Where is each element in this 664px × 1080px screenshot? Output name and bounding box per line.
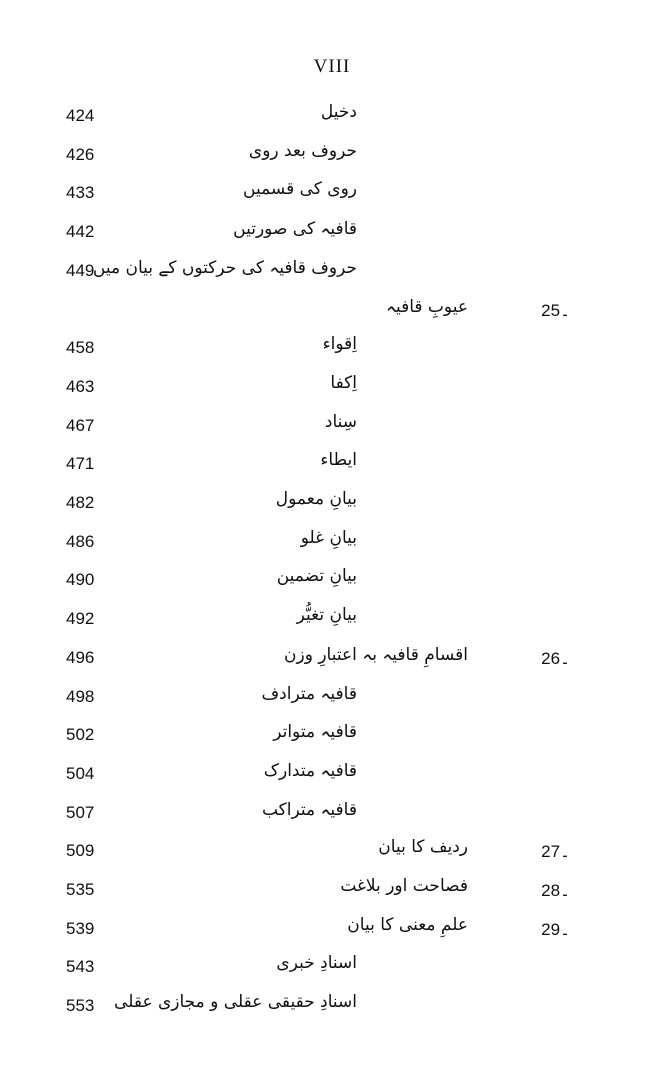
toc-row [0, 566, 664, 600]
page-number: 426 [66, 144, 95, 164]
toc-row [0, 915, 664, 949]
toc-row [0, 721, 664, 755]
entry-title: قافیہ کی صورتیں [233, 219, 357, 240]
entry-title: حروف بعد روی [248, 140, 357, 161]
section-number: 26۔ [541, 648, 570, 668]
toc-row [0, 102, 664, 136]
section-number: 27۔ [541, 842, 570, 862]
section-title: فصاحت اور بلاغت [340, 876, 468, 896]
entry-title: حروف قافیہ کی حرکتوں کے بیان میں [92, 257, 357, 278]
page-header-roman-numeral: VIII [313, 56, 351, 77]
toc-row [0, 334, 664, 368]
toc-row [0, 683, 664, 717]
toc-row [0, 876, 664, 910]
page-number: 449 [66, 260, 95, 280]
toc-row [0, 799, 664, 833]
toc-row [0, 257, 664, 291]
entry-title: قافیہ متدارک [263, 760, 357, 781]
page-number: 507 [66, 802, 95, 822]
page-number: 504 [66, 763, 95, 783]
toc-row [0, 953, 664, 987]
page-number: 498 [66, 686, 95, 706]
page-number: 486 [66, 531, 95, 551]
page-number: 490 [66, 570, 95, 590]
toc-row [0, 179, 664, 213]
page-number: 463 [66, 376, 95, 396]
page-number: 496 [66, 647, 95, 667]
section-title: عیوبِ قافیہ [386, 296, 468, 317]
section-title: علمِ معنی کا بیان [347, 914, 468, 935]
entry-title: روی کی قسمیں [243, 179, 357, 200]
page-number: 458 [66, 338, 95, 358]
entry-title: قافیہ متواتر [273, 722, 357, 743]
page-number: 467 [66, 415, 95, 435]
page-number: 502 [66, 725, 95, 745]
toc-row [0, 837, 664, 871]
entry-title: بیانِ غلو [300, 527, 357, 548]
page-number: 492 [66, 609, 95, 629]
entry-title: دخیل [320, 102, 357, 122]
toc-row [0, 644, 664, 678]
toc-row [0, 412, 664, 446]
entry-title: اسنادِ خبری [276, 953, 357, 974]
section-number: 25۔ [541, 300, 570, 320]
toc-row [0, 141, 664, 175]
toc-row [0, 218, 664, 252]
entry-title: سِناد [324, 411, 357, 432]
page-number: 535 [66, 880, 95, 899]
page-number: 543 [66, 957, 95, 977]
entry-title: ایطاء [320, 450, 357, 471]
section-number: 29۔ [541, 919, 570, 939]
page-number: 471 [66, 454, 95, 474]
toc-row [0, 489, 664, 523]
toc-row [0, 450, 664, 484]
entry-title: اِکفا [330, 372, 357, 393]
entry-title: بیانِ تغیُّر [296, 605, 357, 626]
section-title: ردیف کا بیان [378, 837, 468, 858]
toc-row [0, 760, 664, 794]
toc-row [0, 992, 664, 1026]
entry-title: اِقواء [322, 334, 357, 355]
entry-title: بیانِ تضمین [276, 566, 357, 587]
section-number: 28۔ [541, 881, 570, 900]
entry-title: قافیہ متراکب [261, 799, 357, 820]
page-number: 539 [66, 918, 95, 938]
page-number: 424 [66, 106, 95, 125]
section-title: اقسامِ قافیہ بہ اعتبارِ وزن [284, 644, 468, 665]
toc-row [0, 528, 664, 562]
page-number: 482 [66, 493, 95, 512]
entry-title: قافیہ مترادف [261, 683, 357, 704]
page-number: 509 [66, 841, 95, 861]
page-number: 433 [66, 183, 95, 203]
page-number: 553 [66, 996, 95, 1016]
toc-row [0, 373, 664, 407]
entry-title: اسنادِ حقیقی عقلی و مجازی عقلی [114, 992, 357, 1013]
entry-title: بیانِ معمول [275, 489, 357, 509]
toc-row [0, 605, 664, 639]
page-number: 442 [66, 222, 95, 242]
toc-row [0, 296, 664, 330]
